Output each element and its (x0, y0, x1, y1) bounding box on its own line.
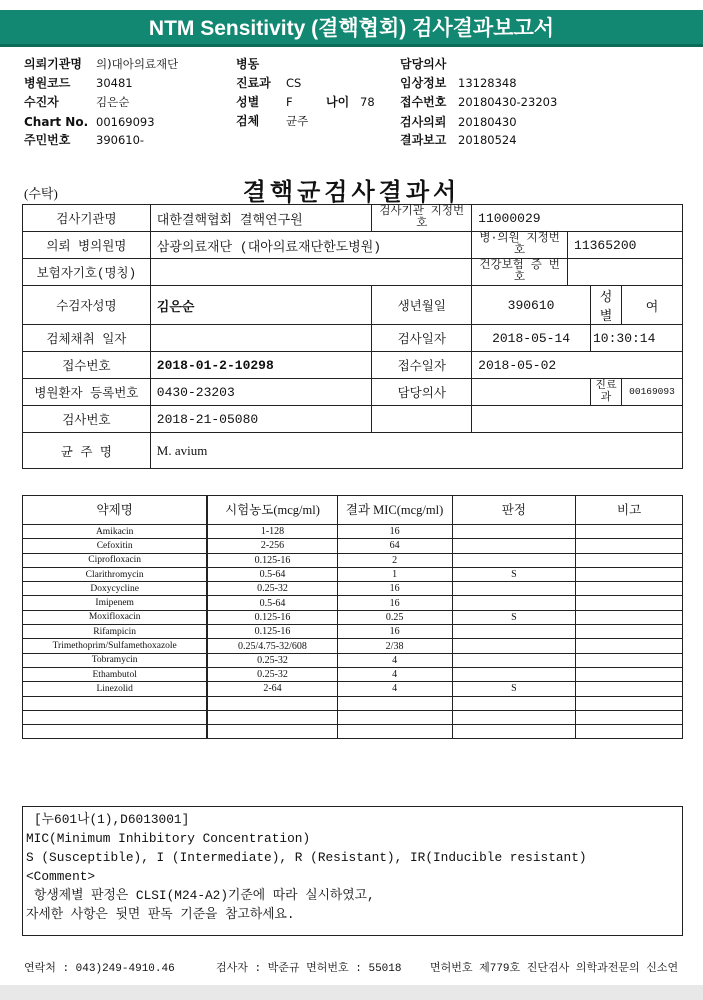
table-row (23, 539, 683, 553)
cell-mic: 4 (337, 667, 452, 681)
patient-details-table (22, 204, 683, 469)
health-no-value (568, 259, 683, 286)
health-no-label: 건강보험 증 번 호 (472, 259, 568, 286)
cell-range: 0.25-32 (207, 667, 337, 681)
patient-name-value: 김은순 (150, 286, 372, 325)
notes-comment-line2: 자세한 사항은 뒷면 판독 기준을 참고하세요. (26, 907, 295, 922)
cell-range: 0.25-32 (207, 653, 337, 667)
test-time-value: 10:30:14 (590, 325, 682, 352)
table-row (23, 286, 683, 325)
cell-mic: 2 (337, 553, 452, 567)
cell-remark (576, 696, 683, 710)
sex-value: 여 (621, 286, 682, 325)
cell-remark (576, 539, 683, 553)
table-row (23, 682, 683, 696)
cell-drug: Ciprofloxacin (23, 553, 208, 567)
cell-drug: Trimethoprim/Sulfamethoxazole (23, 639, 208, 653)
req-hosp-label: 의뢰 병의원명 (23, 232, 151, 259)
dept-value: 00169093 (621, 379, 682, 406)
cell-drug (23, 725, 208, 739)
lab-name-value: 대한결핵협회 결핵연구원 (150, 205, 372, 232)
cell-mic: 16 (337, 582, 452, 596)
cell-remark (576, 725, 683, 739)
table-row (23, 325, 683, 352)
cell-remark (576, 567, 683, 581)
cell-mic: 16 (337, 525, 452, 539)
cell-drug: Moxifloxacin (23, 610, 208, 624)
table-row (23, 406, 683, 433)
cell-range: 0.5-64 (207, 596, 337, 610)
info-resident-no: 주민번호 390610- (24, 133, 145, 147)
report-title-banner: NTM Sensitivity (결핵협회) 검사결과보고서 (0, 10, 703, 47)
patient-name-label: 수검자성명 (23, 286, 151, 325)
insured-value (150, 259, 471, 286)
cell-drug (23, 696, 208, 710)
cell-drug (23, 710, 208, 724)
cell-interp (452, 553, 576, 567)
cell-interp: S (452, 610, 576, 624)
cell-interp (452, 525, 576, 539)
cell-interp (452, 625, 576, 639)
cell-remark (576, 639, 683, 653)
table-row (23, 625, 683, 639)
cell-interp: S (452, 567, 576, 581)
table-row (23, 582, 683, 596)
exam-no-spacer (372, 406, 472, 433)
lab-no-value: 11000029 (472, 205, 683, 232)
info-doctor: 담당의사 (400, 57, 447, 71)
dept-label: 진료과 (590, 379, 621, 406)
table-row (23, 725, 683, 739)
info-hosp-code: 병원코드 30481 (24, 76, 133, 90)
cell-remark (576, 525, 683, 539)
cell-interp (452, 639, 576, 653)
cell-remark (576, 710, 683, 724)
table-row (23, 553, 683, 567)
info-dept: 진료과 CS (236, 76, 302, 90)
hosp-no-label: 병·의원 지정번호 (472, 232, 568, 259)
notes-comment-label: <Comment> (26, 869, 96, 884)
organism-label: 균 주 명 (23, 433, 151, 469)
req-hosp-value: 삼광의료재단 (대아의료재단한도병원) (150, 232, 471, 259)
exam-no-value: 2018-21-05080 (150, 406, 372, 433)
organism-value: M. avium (150, 433, 682, 469)
cell-drug: Ethambutol (23, 667, 208, 681)
reg-no-label: 병원환자 등록번호 (23, 379, 151, 406)
cell-mic: 64 (337, 539, 452, 553)
cell-drug: Cefoxitin (23, 539, 208, 553)
cell-drug: Clarithromycin (23, 567, 208, 581)
cell-remark (576, 596, 683, 610)
cell-remark (576, 625, 683, 639)
cell-interp (452, 696, 576, 710)
cell-remark (576, 682, 683, 696)
cell-mic (337, 710, 452, 724)
document-title: 결핵균검사결과서 (242, 177, 461, 206)
notes-code: [누601나(1),D6013001] (34, 812, 190, 827)
cell-range: 1-128 (207, 525, 337, 539)
cell-range (207, 725, 337, 739)
hosp-no-value: 11365200 (568, 232, 683, 259)
reg-no-value: 0430-23203 (150, 379, 372, 406)
footer-contact: 연락처 : 043)249-4910.46 (24, 963, 175, 975)
cell-range: 0.25-32 (207, 582, 337, 596)
collect-date-label: 검체채취 일자 (23, 325, 151, 352)
receipt-no-label: 접수번호 (23, 352, 151, 379)
interp-column-header: 판정 (452, 496, 576, 525)
cell-mic: 16 (337, 625, 452, 639)
table-row (23, 433, 683, 469)
cell-remark (576, 653, 683, 667)
table-row (23, 232, 683, 259)
footer-tester: 검사자 : 박준규 면허번호 : 55018 (216, 963, 402, 975)
table-row (23, 710, 683, 724)
info-sex: 성별 F (236, 95, 293, 109)
lab-no-label: 검사기관 지정번호 (372, 205, 472, 232)
dob-value: 390610 (472, 286, 591, 325)
susceptibility-header-row (23, 496, 683, 525)
cell-mic (337, 725, 452, 739)
susceptibility-table (22, 495, 683, 739)
cell-drug: Imipenem (23, 596, 208, 610)
cell-interp (452, 582, 576, 596)
cell-range: 0.125-16 (207, 553, 337, 567)
cell-drug: Linezolid (23, 682, 208, 696)
cell-remark (576, 553, 683, 567)
table-row (23, 639, 683, 653)
table-row (23, 610, 683, 624)
info-age: 나이 78 (326, 95, 375, 109)
info-request-date: 검사의뢰 20180430 (400, 115, 517, 129)
sex-label: 성별 (590, 286, 621, 325)
cell-interp (452, 539, 576, 553)
test-date-label: 검사일자 (372, 325, 472, 352)
drug-column-header: 약제명 (23, 496, 208, 525)
cell-range: 0.25/4.75-32/608 (207, 639, 337, 653)
cell-range: 0.125-16 (207, 610, 337, 624)
consignment-label: (수탁) (24, 186, 58, 201)
lab-name-label: 검사기관명 (23, 205, 151, 232)
info-report-date: 결과보고 20180524 (400, 133, 517, 147)
exam-no-label: 검사번호 (23, 406, 151, 433)
cell-mic: 0.25 (337, 610, 452, 624)
cell-interp (452, 710, 576, 724)
range-column-header: 시험농도(mcg/ml) (207, 496, 337, 525)
cell-remark (576, 582, 683, 596)
footer-license: 면허번호 제779호 진단검사 의학과전문의 신소연 (430, 963, 679, 975)
cell-mic: 4 (337, 682, 452, 696)
table-row (23, 259, 683, 286)
table-row (23, 567, 683, 581)
info-inst-name: 의뢰기관명 의)대아의료재단 (24, 57, 179, 71)
info-clinical: 임상정보 13128348 (400, 76, 517, 90)
cell-mic: 2/38 (337, 639, 452, 653)
cell-drug: Tobramycin (23, 653, 208, 667)
cell-drug: Amikacin (23, 525, 208, 539)
receipt-no-value: 2018-01-2-10298 (150, 352, 372, 379)
table-row (23, 525, 683, 539)
cell-remark (576, 667, 683, 681)
notes-comment-line1: 항생제별 판정은 CLSI(M24-A2)기준에 따라 실시하였고, (34, 888, 375, 903)
cell-range: 2-64 (207, 682, 337, 696)
table-row (23, 205, 683, 232)
table-row (23, 653, 683, 667)
cell-range (207, 696, 337, 710)
cell-remark (576, 610, 683, 624)
receipt-date-label: 접수일자 (372, 352, 472, 379)
doctor-value (472, 379, 591, 406)
receipt-date-value: 2018-05-02 (472, 352, 683, 379)
remark-column-header: 비고 (576, 496, 683, 525)
doctor-label: 담당의사 (372, 379, 472, 406)
cell-drug: Rifampicin (23, 625, 208, 639)
mic-column-header: 결과 MIC(mcg/ml) (337, 496, 452, 525)
table-row (23, 667, 683, 681)
exam-no-extra (472, 406, 683, 433)
table-row (23, 379, 683, 406)
cell-mic: 16 (337, 596, 452, 610)
info-recipient: 수진자 김은순 (24, 95, 130, 109)
cell-range (207, 710, 337, 724)
cell-mic: 1 (337, 567, 452, 581)
cell-mic (337, 696, 452, 710)
table-row (23, 696, 683, 710)
cell-interp (452, 596, 576, 610)
cell-interp (452, 725, 576, 739)
bottom-bar (0, 985, 703, 1000)
notes-box (22, 806, 683, 936)
info-chart-no: Chart No. 00169093 (24, 115, 155, 129)
cell-range: 0.125-16 (207, 625, 337, 639)
info-specimen: 검체 균주 (236, 114, 309, 128)
notes-sir-definition: S (Susceptible), I (Intermediate), R (Resistant), IR(Inducible resistant) (26, 850, 587, 865)
collect-date-value (150, 325, 372, 352)
table-row (23, 352, 683, 379)
table-row (23, 596, 683, 610)
cell-interp (452, 653, 576, 667)
info-receipt-no: 접수번호 20180430-23203 (400, 95, 558, 109)
cell-interp: S (452, 682, 576, 696)
notes-mic-definition: MIC(Minimum Inhibitory Concentration) (26, 831, 311, 846)
cell-range: 0.5-64 (207, 567, 337, 581)
dob-label: 생년월일 (372, 286, 472, 325)
cell-interp (452, 667, 576, 681)
test-date-value: 2018-05-14 (472, 325, 591, 352)
insured-label: 보험자기호(명칭) (23, 259, 151, 286)
info-ward: 병동 (236, 57, 260, 71)
cell-mic: 4 (337, 653, 452, 667)
cell-range: 2-256 (207, 539, 337, 553)
cell-drug: Doxycycline (23, 582, 208, 596)
